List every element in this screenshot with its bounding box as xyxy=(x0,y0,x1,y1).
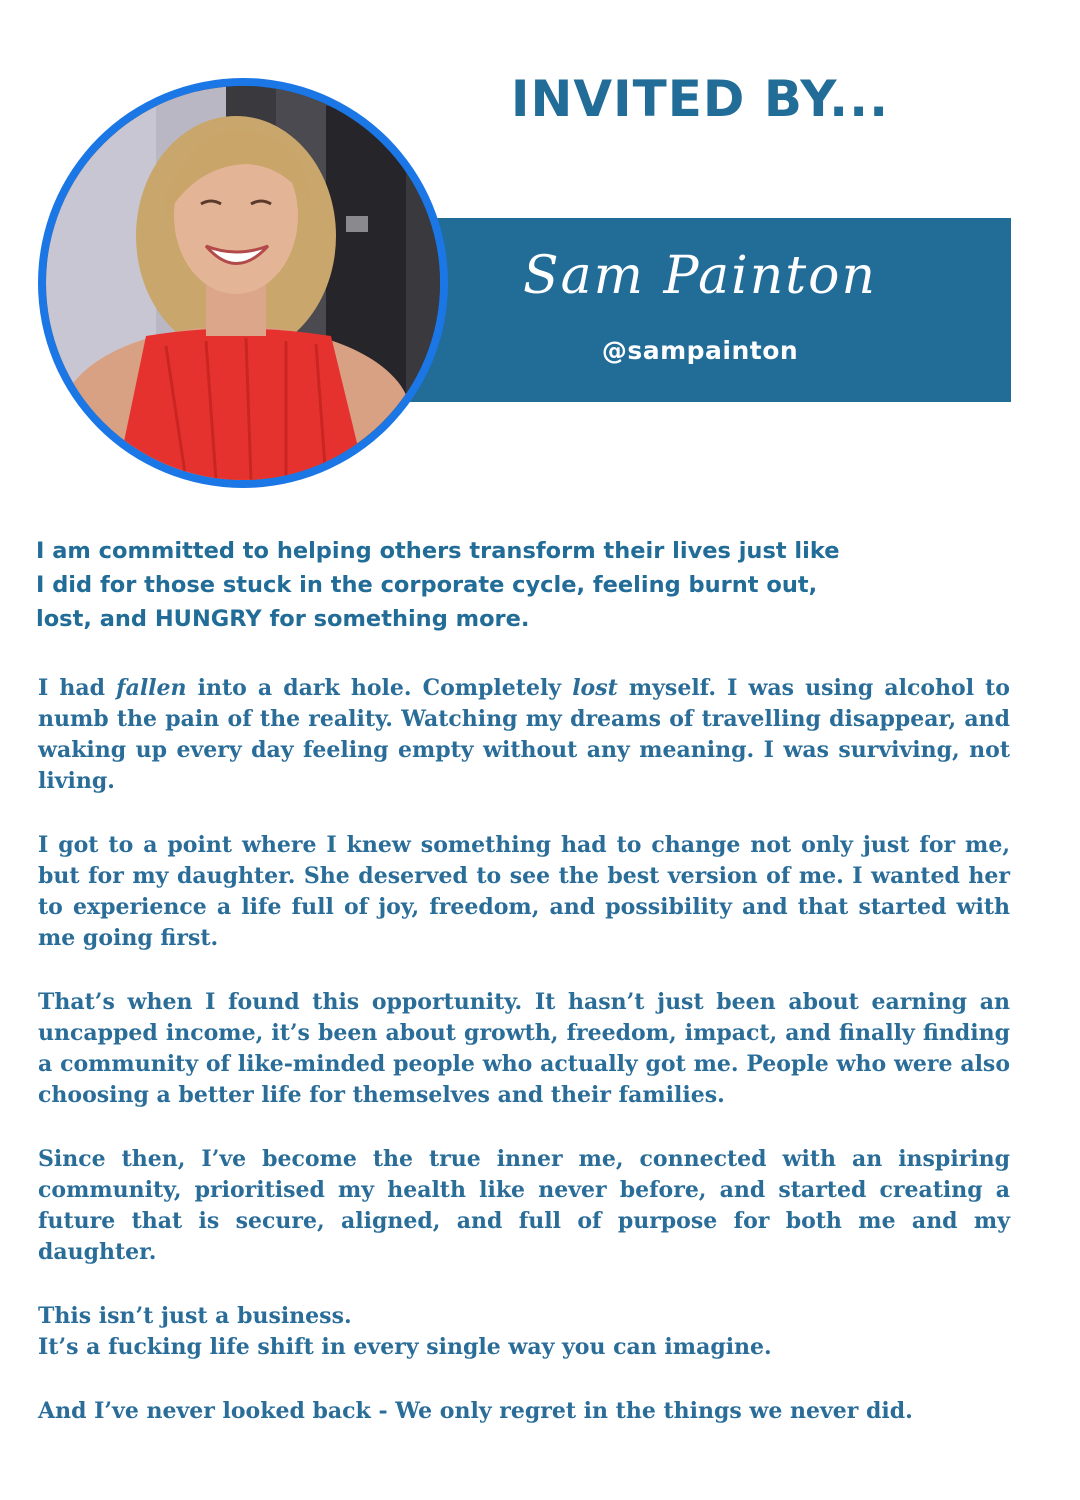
story-paragraph-6: And I’ve never looked back - We only regret in the things we never did. xyxy=(38,1398,913,1424)
story-paragraph-1 xyxy=(38,673,1010,797)
story-paragraph-2: I got to a point where I knew something had to change not only just for me, but for my daughter. She deserved to see the best version of me. I wanted her to experience a life full of joy, freedom, and possibility and that started with me going first. xyxy=(38,832,1010,951)
profile-photo-ring xyxy=(38,78,448,488)
intro-line: lost, and HUNGRY for something more. xyxy=(36,606,530,632)
inviter-name: Sam Painton xyxy=(523,246,877,306)
story-body xyxy=(38,673,1010,1460)
story-text: I had xyxy=(38,675,117,701)
story-paragraph-5 xyxy=(38,1301,1010,1363)
name-banner xyxy=(410,218,1011,402)
story-text: This isn’t just a business. xyxy=(38,1303,352,1329)
story-emphasis: lost xyxy=(572,675,618,701)
inviter-handle: @sampainton xyxy=(601,336,799,365)
intro-statement xyxy=(36,534,996,636)
story-text: into a dark hole. Completely xyxy=(186,675,573,701)
story-text: It’s a fucking life shift in every single way you can imagine. xyxy=(38,1334,772,1360)
story-emphasis: fallen xyxy=(116,675,187,701)
story-paragraph-4: Since then, I’ve become the true inner me, connected with an inspiring community, prioritised my health like never before, and started creating a future that is secure, aligned, and full of purpose for both me and my daughter. xyxy=(38,1146,1010,1265)
invited-by-heading: INVITED BY... xyxy=(510,70,890,128)
profile-photo xyxy=(46,86,440,480)
story-paragraph-3: That’s when I found this opportunity. It hasn’t just been about earning an uncapped income, it’s been about growth, freedom, impact, and finally finding a community of like-minded people who actually got me. People who were also choosing a better life for themselves and their families. xyxy=(38,989,1010,1108)
intro-line: I am committed to helping others transform their lives just like xyxy=(36,538,840,564)
intro-line: I did for those stuck in the corporate cycle, feeling burnt out, xyxy=(36,572,818,598)
story-text: myself. I was using alcohol to numb the pain of the reality. Watching my dreams of travelling disappear, and waking up every day feeling empty without any meaning. I was surviving, not living. xyxy=(38,675,1010,794)
